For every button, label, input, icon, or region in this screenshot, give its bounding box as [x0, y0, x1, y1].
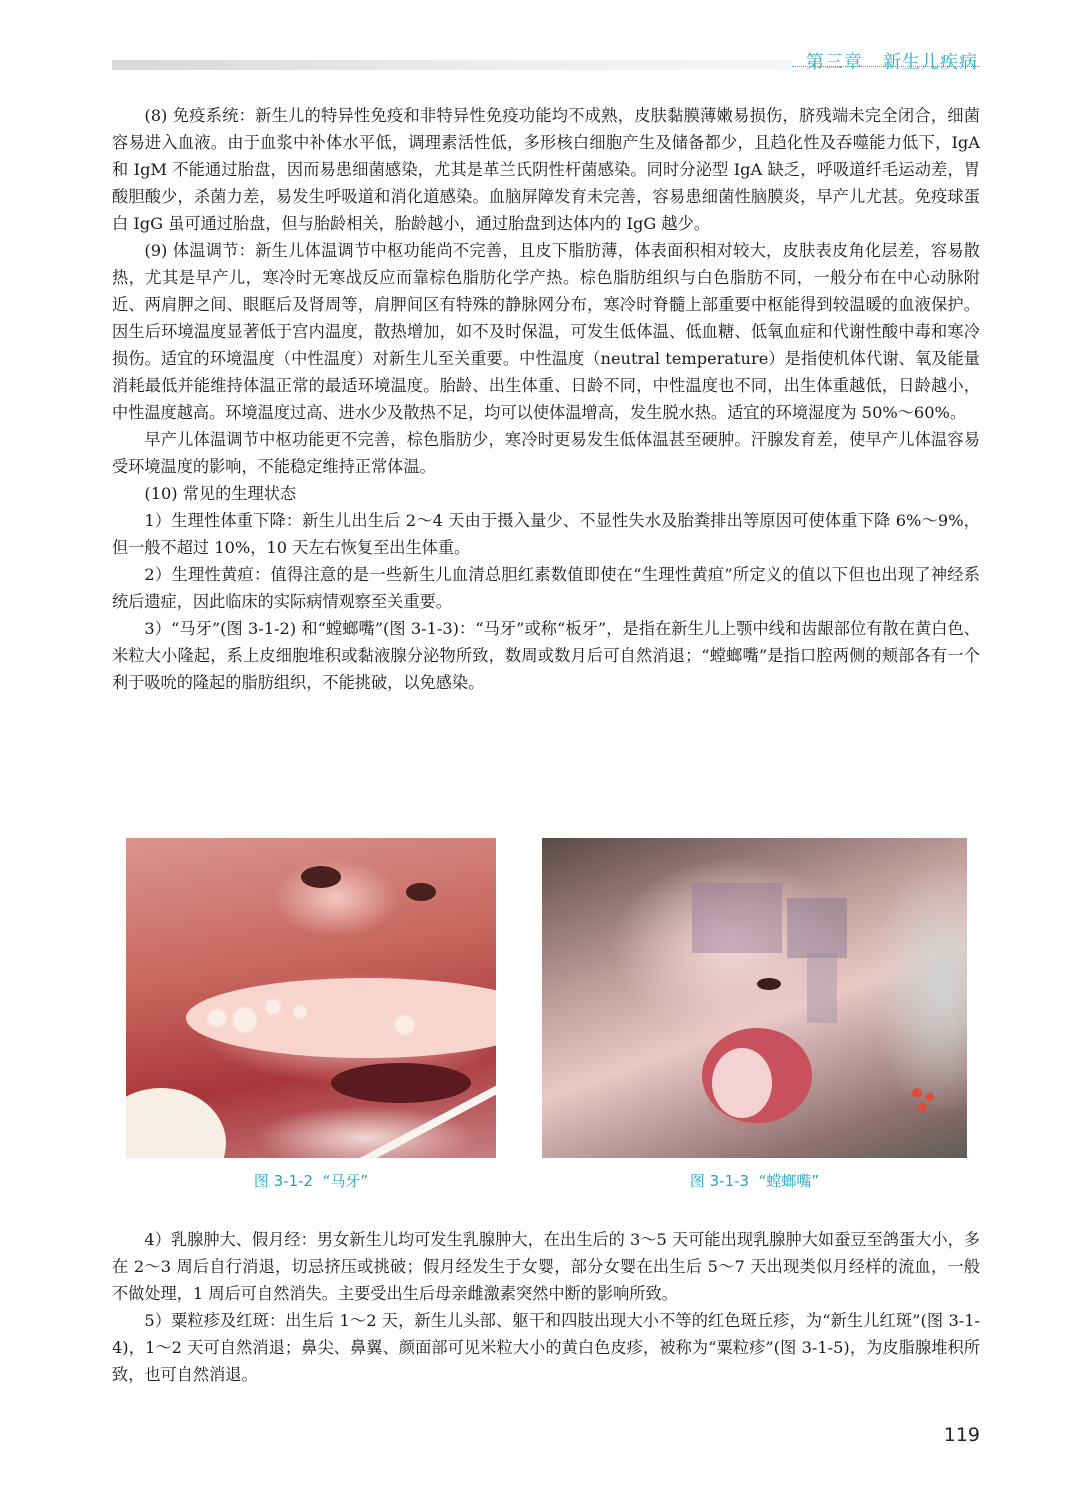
figure-3-1-3: [542, 838, 967, 1191]
chapter-name: 新生儿疾病: [883, 52, 978, 73]
paragraph-milia-erythema: 5）粟粒疹及红斑：出生后 1～2 天，新生儿头部、躯干和四肢出现大小不等的红色斑丘疹，为“新生儿红斑”(图 3-1-4)，1～2 天可自然消退；鼻尖、鼻翼、颜面部可见米粒大小的黄白色皮疹，被称为“粟粒疹”(图 3-1-5)，为皮脂腺堆积所致，也可自然消退。: [112, 1311, 980, 1384]
figure-caption: 图 3-1-3 “螳螂嘴”: [689, 1172, 820, 1190]
chapter-number: 第三章: [805, 52, 863, 73]
paragraph-epstein-pearls: 3）“马牙”(图 3-1-2) 和“螳螂嘴”(图 3-1-3)：“马牙”或称“板牙”，是指在新生儿上颚中线和齿龈部位有散在黄白色、米粒大小隆起，系上皮细胞堆积或黏液腺分泌物所致，数周或数月后可自然消退；“螳螂嘴”是指口腔两侧的颊部各有一个利于吸吮的隆起的脂肪组织，不能挑破，以免感染。: [112, 619, 980, 692]
body-text-bottom: [112, 1226, 980, 1388]
paragraph-breast-engorgement: 4）乳腺肿大、假月经：男女新生儿均可发生乳腺肿大，在出生后的 3～5 天可能出现乳腺肿大如蚕豆至鸽蛋大小，多在 2～3 周后自行消退，切忌挤压或挑破；假月经发生于女婴，部分女婴在出生后 5～7 天出现类似月经样的流血，一般不做处理，1 周后可自然消失。主要受出生后母亲雌激素突然中断的影响所致。: [112, 1230, 980, 1303]
paragraph-physiological-states-heading: (10) 常见的生理状态: [144, 484, 297, 503]
photo-sucking-pads: [542, 838, 967, 1158]
photo-epstein-pearls: [126, 838, 496, 1158]
body-text-top: [112, 102, 980, 696]
running-header: [806, 48, 978, 74]
paragraph-jaundice: 2）生理性黄疸：值得注意的是一些新生儿血清总胆红素数值即使在“生理性黄疸”所定义的值以下但也出现了神经系统后遗症，因此临床的实际病情观察至关重要。: [112, 565, 980, 611]
page-number: 119: [943, 1424, 980, 1446]
paragraph-preterm-thermoregulation: 早产儿体温调节中枢功能更不完善，棕色脂肪少，寒冷时更易发生低体温甚至硬肿。汗腺发育差，使早产儿体温容易受环境温度的影响，不能稳定维持正常体温。: [112, 430, 980, 476]
paragraph-weight-loss: 1）生理性体重下降：新生儿出生后 2～4 天由于摄入量少、不显性失水及胎粪排出等原因可使体重下降 6%～9%，但一般不超过 10%，10 天左右恢复至出生体重。: [112, 511, 980, 557]
paragraph-thermoregulation: (9) 体温调节：新生儿体温调节中枢功能尚不完善，且皮下脂肪薄，体表面积相对较大，皮肤表皮角化层差，容易散热，尤其是早产儿，寒冷时无寒战反应而靠棕色脂肪化学产热。棕色脂肪组织与白色脂肪不同，一般分布在中心动脉附近、两肩胛之间、眼眶后及肾周等，肩胛间区有特殊的静脉网分布，寒冷时脊髓上部重要中枢能得到较温暖的血液保护。因生后环境温度显著低于宫内温度，散热增加，如不及时保温，可发生低体温、低血糖、低氧血症和代谢性酸中毒和寒冷损伤。适宜的环境温度（中性温度）对新生儿至关重要。中性温度（neutral temperature）是指使机体代谢、氧及能量消耗最低并能维持体温正常的最适环境温度。胎龄、出生体重、日龄不同，中性温度也不同，出生体重越低，日龄越小，中性温度越高。环境温度过高、进水少及散热不足，均可以使体温增高，发生脱水热。适宜的环境湿度为 50%～60%。: [112, 241, 980, 422]
figure-3-1-2: [126, 838, 496, 1191]
paragraph-immune-system: (8) 免疫系统：新生儿的特异性免疫和非特异性免疫功能均不成熟，皮肤黏膜薄嫩易损伤，脐残端未完全闭合，细菌容易进入血液。由于血浆中补体水平低，调理素活性低，多形核白细胞产生及储备都少，且趋化性及吞噬能力低下，IgA 和 IgM 不能通过胎盘，因而易患细菌感染，尤其是革兰氏阴性杆菌感染。同时分泌型 IgA 缺乏，呼吸道纤毛运动差，胃酸胆酸少，杀菌力差，易发生呼吸道和消化道感染。血脑屏障发育未完善，容易患细菌性脑膜炎，早产儿尤甚。免疫球蛋白 IgG 虽可通过胎盘，但与胎龄相关，胎龄越小，通过胎盘到达体内的 IgG 越少。: [112, 106, 980, 233]
header-bar: [112, 60, 792, 70]
figure-caption: 图 3-1-2 “马牙”: [253, 1172, 369, 1190]
